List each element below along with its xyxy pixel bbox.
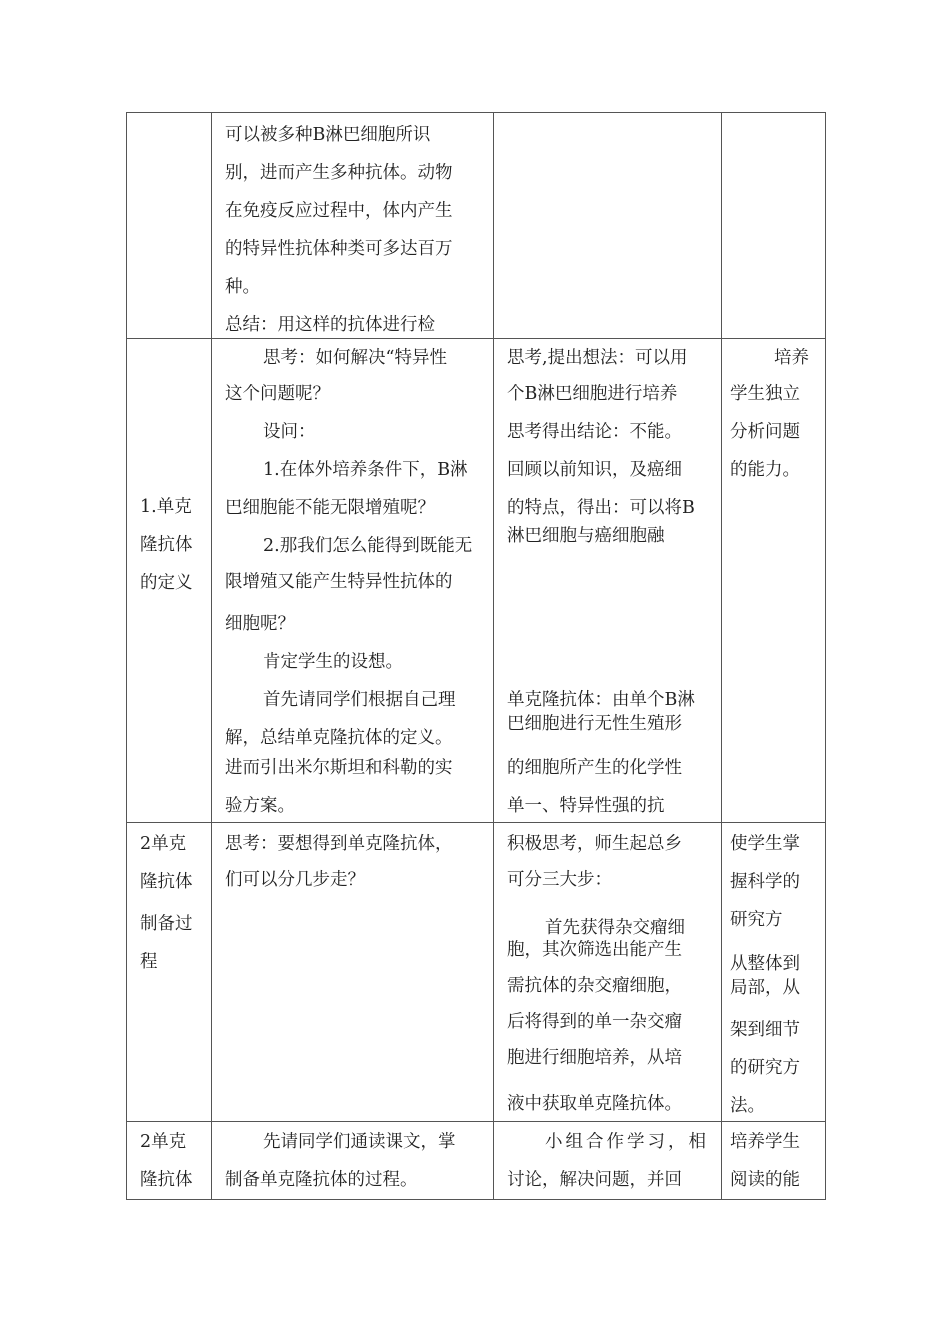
- row4-teacher-cell: [212, 1122, 493, 1199]
- text-line: 后将得到的单一杂交瘤: [507, 1012, 682, 1032]
- topic-line: 隆抗体: [140, 535, 193, 555]
- text-line: 巴细胞能不能无限增殖呢？: [225, 498, 435, 518]
- topic-line: 2单克: [140, 834, 187, 854]
- row3-purpose-cell: [722, 823, 825, 1121]
- text-line: 阅读的能: [730, 1170, 800, 1190]
- text-line: 思考：要想得到单克隆抗体，: [225, 834, 453, 854]
- text-line: 个B淋巴细胞进行培养: [507, 384, 678, 404]
- text-line: 的特异性抗体种类可多达百万: [225, 239, 453, 259]
- topic-line: 1.单克: [140, 497, 192, 517]
- text-line: 使学生掌: [730, 834, 800, 854]
- text-line: 培养: [774, 348, 809, 368]
- text-line: 胞，其次筛选出能产生: [507, 940, 682, 960]
- topic-line: 制备过: [140, 914, 193, 934]
- text-line: 肯定学生的设想。: [263, 652, 403, 672]
- text-line: 思考,提出想法：可以用: [507, 348, 688, 368]
- text-line: 可分三大步：: [507, 870, 612, 890]
- text-line: 的特点，得出：可以将B: [507, 498, 695, 518]
- text-line: 这个问题呢？: [225, 384, 330, 404]
- text-line: 细胞呢？: [225, 614, 295, 634]
- topic-line: 隆抗体: [140, 1170, 193, 1190]
- text-line: 思考：如何解决“特异性: [263, 348, 447, 368]
- text-line: 培养学生: [730, 1132, 800, 1152]
- text-line: 首先请同学们根据自己理: [263, 690, 456, 710]
- text-line: 先请同学们通读课文，掌: [263, 1132, 456, 1152]
- text-line: 单克隆抗体：由单个B淋: [507, 690, 695, 710]
- topic-line: 程: [140, 952, 158, 972]
- lesson-plan-table: [126, 112, 826, 1200]
- text-line: 的能力。: [730, 460, 800, 480]
- text-line: 的细胞所产生的化学性: [507, 758, 682, 778]
- text-line: 液中获取单克隆抗体。: [507, 1094, 682, 1114]
- text-line: 握科学的: [730, 872, 800, 892]
- text-line: 胞进行细胞培养，从培: [507, 1048, 682, 1068]
- text-line: 们可以分几步走？: [225, 870, 365, 890]
- row3-topic-cell: [127, 823, 211, 1121]
- text-line: 验方案。: [225, 796, 295, 816]
- topic-line: 的定义: [140, 573, 193, 593]
- text-line: 从整体到: [730, 954, 800, 974]
- text-line: 讨论，解决问题，并回: [507, 1170, 682, 1190]
- text-line: 在免疫反应过程中，体内产生: [225, 201, 453, 221]
- text-line: 设问：: [263, 422, 316, 442]
- text-line: 首先获得杂交瘤细: [545, 918, 685, 938]
- text-line: 的研究方: [730, 1058, 800, 1078]
- row4-student-cell: [494, 1122, 721, 1199]
- row2-topic-cell: [127, 339, 211, 822]
- row3-student-cell: [494, 823, 721, 1121]
- text-line: 局部，从: [730, 978, 800, 998]
- text-line: 法。: [730, 1096, 765, 1116]
- text-line: 思考得出结论：不能。: [507, 422, 682, 442]
- row3-teacher-cell: [212, 823, 493, 1121]
- text-line: 架到细节: [730, 1020, 800, 1040]
- row4-topic-cell: [127, 1122, 211, 1199]
- text-line: 巴细胞进行无性生殖形: [507, 714, 682, 734]
- text-line: 种。: [225, 277, 260, 297]
- text-line: 总结：用这样的抗体进行检: [225, 315, 435, 335]
- text-line: 淋巴细胞与癌细胞融: [507, 526, 665, 546]
- topic-line: 2单克: [140, 1132, 187, 1152]
- row2-teacher-cell: [212, 339, 493, 822]
- text-line: 别，进而产生多种抗体。动物: [225, 163, 453, 183]
- text-line: 2.那我们怎么能得到既能无: [263, 536, 473, 556]
- row2-student-cell: [494, 339, 721, 822]
- topic-line: 隆抗体: [140, 872, 193, 892]
- text-line: 学生独立: [730, 384, 800, 404]
- text-line: 1.在体外培养条件下，B淋: [263, 460, 468, 480]
- text-line: 研究方: [730, 910, 783, 930]
- row4-purpose-cell: [722, 1122, 825, 1199]
- row1-teacher-cell: [212, 113, 493, 338]
- text-line: 单一、特异性强的抗: [507, 796, 665, 816]
- text-line: 积极思考，师生起总乡: [507, 834, 682, 854]
- row2-purpose-cell: [722, 339, 825, 822]
- text-line: 制备单克隆抗体的过程。: [225, 1170, 418, 1190]
- text-line: 限增殖又能产生特异性抗体的: [225, 572, 453, 592]
- text-line: 可以被多种B淋巴细胞所识: [225, 125, 431, 145]
- text-line: 小组合作学习，相: [545, 1132, 709, 1152]
- text-line: 解，总结单克隆抗体的定义。: [225, 728, 453, 748]
- text-line: 回顾以前知识，及癌细: [507, 460, 682, 480]
- text-line: 分析问题: [730, 422, 800, 442]
- text-line: 进而引出米尔斯坦和科勒的实: [225, 758, 453, 778]
- text-line: 需抗体的杂交瘤细胞，: [507, 976, 682, 996]
